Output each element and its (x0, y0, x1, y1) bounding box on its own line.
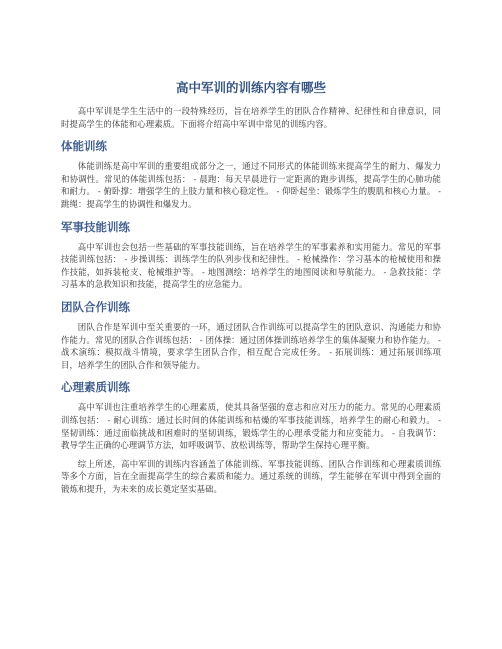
document-title: 高中军训的训练内容有哪些 (175, 80, 326, 95)
section-body-teamwork-training: 团队合作是军训中至关重要的一环，通过团队合作训练可以提高学生的团队意识、沟通能力和协作能力。常见的团队合作训练包括： - 团体操：通过团体操训练培养学生的集体凝聚力和协作能力。 - 战术演练：模拟战斗情境，要求学生团队合作，相互配合完成任务。 - 拓展训练：通过拓展训练项目，培养学生的团队合作和领导能力。 (61, 321, 441, 370)
section-heading-military-skills: 军事技能训练 (61, 219, 130, 234)
conclusion-paragraph: 综上所述，高中军训的训练内容涵盖了体能训练、军事技能训练、团队合作训练和心理素质训练等多个方面，旨在全面提高学生的综合素质和能力。通过系统的训练，学生能够在军训中得到全面的锻炼和提升，为未来的成长奠定坚实基础。 (61, 458, 441, 494)
intro-paragraph: 高中军训是学生生活中的一段特殊经历，旨在培养学生的团队合作精神、纪律性和自律意识，同时提高学生的体能和心理素质。下面将介绍高中军训中常见的训练内容。 (61, 106, 441, 129)
section-heading-physical-training: 体能训练 (61, 139, 107, 154)
section-body-psychological-training: 高中军训也注重培养学生的心理素质，使其具备坚强的意志和应对压力的能力。常见的心理素质训练包括： - 耐心训练：通过长时间的体能训练和枯燥的军事技能训练，培养学生的耐心和毅力。 - 坚韧训练：通过面临挑战和困难时的坚韧训练，锻炼学生的心理承受能力和应变能力。 - 自我调节：教导学生正确的心理调节方法，如呼吸调节、放松训练等，帮助学生保持心理平衡。 (61, 402, 441, 451)
document-content (61, 80, 441, 495)
section-heading-psychological-training: 心理素质训练 (61, 380, 130, 395)
section-body-military-skills: 高中军训也会包括一些基础的军事技能训练，旨在培养学生的军事素养和实用能力。常见的军事技能训练包括： - 步操训练：训练学生的队列步伐和纪律性。 - 枪械操作：学习基本的枪械使用和操作技能，如拆装枪支、枪械维护等。 - 地图测绘：培养学生的地图阅读和导航能力。 - 急救技能：学习基本的急救知识和技能，提高学生的应急能力。 (61, 241, 441, 290)
section-heading-teamwork-training: 团队合作训练 (61, 299, 130, 314)
section-body-physical-training: 体能训练是高中军训的重要组成部分之一，通过不同形式的体能训练来提高学生的耐力、爆发力和协调性。常见的体能训练包括： - 晨跑：每天早晨进行一定距离的跑步训练，提高学生的心肺功能和耐力。 - 俯卧撑：增强学生的上肢力量和核心稳定性。 - 仰卧起坐：锻炼学生的腹肌和核心力量。 - 跳绳：提高学生的协调性和爆发力。 (61, 161, 441, 209)
